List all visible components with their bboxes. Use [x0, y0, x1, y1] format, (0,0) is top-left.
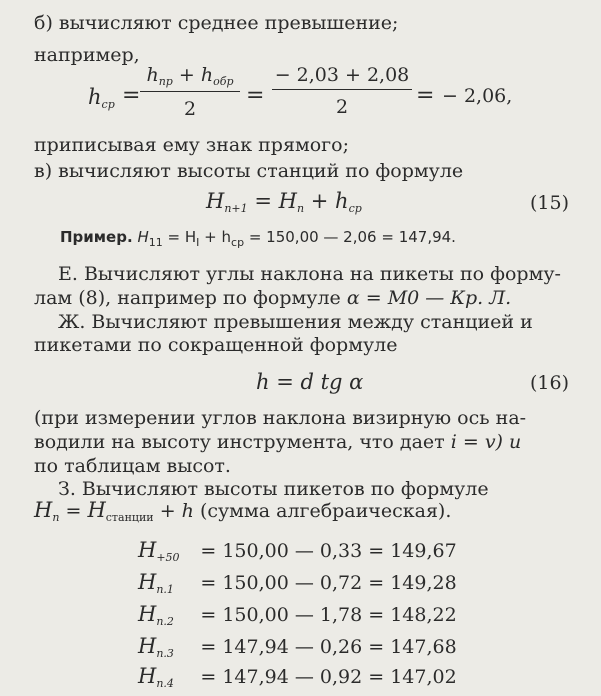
paren-line-3: по таблицам высот.: [34, 455, 231, 477]
step-v-text: в) вычисляют высоты станций по формуле: [34, 160, 464, 182]
table-row: Hп.3 = 147,94 — 0,26 = 147,68: [138, 634, 457, 660]
step-zh-line-1: Ж. Вычисляют превышения между станцией и: [58, 311, 533, 333]
example-intro: например,: [34, 44, 140, 66]
h-cp-lhs: $h_{ср}$: [88, 85, 115, 111]
fraction-2: $\frac{- 2,03 + 2,08}{2}$: [272, 64, 412, 118]
paren-line-2: водили на высоту инструмента, что дает i = v) и: [34, 431, 522, 453]
table-row: H+50 = 150,00 — 0,33 = 149,67: [138, 538, 457, 564]
step-z-line-1: З. Вычисляют высоты пикетов по формуле: [58, 478, 489, 500]
step-e-line-1: Е. Вычисляют углы наклона на пикеты по форму-: [58, 263, 561, 285]
step-b-text: б) вычисляют среднее превышение;: [34, 12, 399, 34]
example-line: Пример. $H_{11} = H_I + h_{ср} = 150,00$ — 2,06 = 147,94.: [60, 228, 456, 249]
formula-16: h = d tg α: [256, 370, 364, 394]
equation-number-16: (16): [530, 372, 570, 394]
table-row: Hп.1 = 150,00 — 0,72 = 149,28: [138, 570, 457, 596]
step-z-line-2: $H_п = H_{станции} + h$ (сумма алгебраическая).: [34, 498, 452, 524]
table-row: Hп.4 = 147,94 — 0,92 = 147,02: [138, 664, 457, 690]
eq-sign-2: =: [246, 83, 265, 108]
step-e-line-2: лам (8), например по формуле α = М0 — Кр. Л.: [34, 287, 512, 309]
sign-note: приписывая ему знак прямого;: [34, 134, 349, 156]
eq-sign-1: =: [122, 83, 141, 108]
step-zh-line-2: пикетами по сокращенной формуле: [34, 334, 398, 356]
table-row: Hп.2 = 150,00 — 1,78 = 148,22: [138, 602, 457, 628]
hcp-result: − 2,06,: [442, 85, 513, 107]
formula-15: $H_{n+1} = H_n + h_{ср}$: [206, 189, 362, 215]
equation-number-15: (15): [530, 192, 570, 214]
eq-sign-3: =: [416, 83, 435, 108]
fraction-1: $h_{пр} + h_{обр}$ 2: [140, 64, 240, 120]
paren-line-1: (при измерении углов наклона визирную ось на-: [34, 407, 527, 429]
